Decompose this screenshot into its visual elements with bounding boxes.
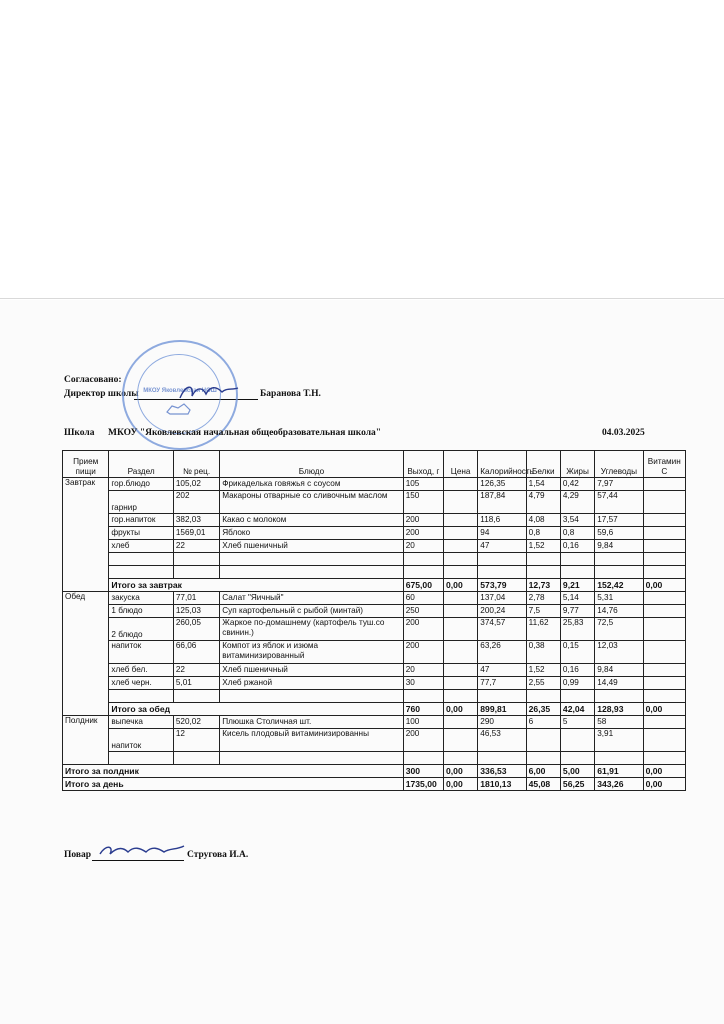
table-cell: выпечка	[109, 716, 174, 729]
table-cell	[444, 605, 478, 618]
meal-name: Полдник	[63, 716, 109, 729]
table-cell: 3,91	[595, 729, 643, 752]
table-cell: 12,73	[526, 579, 560, 592]
table-cell: гор.напиток	[109, 514, 174, 527]
table-cell: 1569,01	[173, 527, 219, 540]
table-cell: 14,76	[595, 605, 643, 618]
table-cell: хлеб	[109, 540, 174, 553]
cook-signature	[96, 840, 188, 862]
school-name: МКОУ "Яковлевская начальная общеобразовательная школа"	[108, 428, 382, 438]
page-fold-line	[0, 298, 724, 299]
total-label: Итого за обед	[109, 703, 403, 716]
meal-cell	[63, 514, 109, 527]
table-cell: гор.блюдо	[109, 478, 174, 491]
table-cell: 66,06	[173, 641, 219, 664]
table-cell: Плюшка Столичная шт.	[220, 716, 403, 729]
table-cell: 72,5	[595, 618, 643, 641]
director-label: Директор школы	[64, 389, 139, 399]
table-cell: 9,84	[595, 540, 643, 553]
lunch-total-row	[63, 703, 686, 716]
table-cell: Компот из яблок и изюма витаминизированный	[220, 641, 403, 664]
table-cell: 150	[403, 491, 443, 514]
meal-cell	[63, 605, 109, 618]
table-cell: 0,00	[643, 703, 685, 716]
total-label: Итого за завтрак	[109, 579, 403, 592]
table-cell: 1,52	[526, 540, 560, 553]
table-cell	[526, 729, 560, 752]
table-row-empty	[63, 752, 686, 765]
table-cell	[643, 491, 685, 514]
table-cell	[643, 514, 685, 527]
table-cell: 128,93	[595, 703, 643, 716]
table-cell: 200	[403, 618, 443, 641]
meal-cell	[63, 641, 109, 664]
table-cell	[643, 540, 685, 553]
table-cell: Хлеб пшеничный	[220, 540, 403, 553]
menu-table	[62, 450, 686, 791]
table-cell: 22	[173, 664, 219, 677]
table-cell: 59,6	[595, 527, 643, 540]
table-cell: 5	[560, 716, 594, 729]
table-cell: 105,02	[173, 478, 219, 491]
table-cell: 5,31	[595, 592, 643, 605]
meal-cell	[63, 540, 109, 553]
total-label: Итого за полдник	[63, 765, 404, 778]
table-cell: 1735,00	[403, 778, 443, 791]
table-cell: 7,97	[595, 478, 643, 491]
table-cell: напиток	[109, 641, 174, 664]
table-cell: 0,38	[526, 641, 560, 664]
table-row	[63, 618, 686, 641]
table-cell: Жаркое по-домашнему (картофель туш.со свинин.)	[220, 618, 403, 641]
column-header: Цена	[444, 451, 478, 478]
menu-date: 04.03.2025	[602, 428, 645, 438]
cook-name: Стругова И.А.	[187, 850, 249, 860]
table-cell: 2,55	[526, 677, 560, 690]
table-cell: 374,57	[478, 618, 526, 641]
table-cell: 152,42	[595, 579, 643, 592]
table-cell: 5,14	[560, 592, 594, 605]
table-cell: 46,53	[478, 729, 526, 752]
table-cell: 2,78	[526, 592, 560, 605]
table-cell: 0,99	[560, 677, 594, 690]
table-cell: 0,8	[526, 527, 560, 540]
meal-name: Обед	[63, 592, 109, 605]
table-cell: 57,44	[595, 491, 643, 514]
table-row	[63, 716, 686, 729]
meal-cell	[63, 618, 109, 641]
table-cell: 47	[478, 540, 526, 553]
table-cell: 9,21	[560, 579, 594, 592]
table-cell: 125,03	[173, 605, 219, 618]
column-header: Углеводы	[595, 451, 643, 478]
table-cell	[444, 641, 478, 664]
table-cell: 6,00	[526, 765, 560, 778]
table-cell: 17,57	[595, 514, 643, 527]
table-cell	[444, 677, 478, 690]
table-cell: 300	[403, 765, 443, 778]
table-cell	[444, 716, 478, 729]
table-cell: 126,35	[478, 478, 526, 491]
table-cell: 45,08	[526, 778, 560, 791]
table-cell	[643, 729, 685, 752]
table-cell	[444, 664, 478, 677]
table-cell: Хлеб пшеничный	[220, 664, 403, 677]
table-cell: 290	[478, 716, 526, 729]
column-header: Витамин С	[643, 451, 685, 478]
table-cell: 47	[478, 664, 526, 677]
table-cell	[560, 729, 594, 752]
table-cell: Салат "Яичный"	[220, 592, 403, 605]
table-cell: Макароны отварные со сливочным маслом	[220, 491, 403, 514]
breakfast-total-row	[63, 579, 686, 592]
table-cell: 0,00	[643, 579, 685, 592]
table-cell: 0,00	[444, 778, 478, 791]
table-cell: 260,05	[173, 618, 219, 641]
total-label: Итого за день	[63, 778, 404, 791]
meal-cell	[63, 729, 109, 752]
column-header: № рец.	[173, 451, 219, 478]
table-cell: Хлеб ржаной	[220, 677, 403, 690]
table-cell	[444, 478, 478, 491]
table-cell	[444, 540, 478, 553]
table-row	[63, 514, 686, 527]
meal-cell	[63, 677, 109, 690]
table-cell: гарнир	[109, 491, 174, 514]
table-cell: 5,01	[173, 677, 219, 690]
column-header: Жиры	[560, 451, 594, 478]
approved-label: Согласовано:	[64, 375, 122, 385]
table-cell: напиток	[109, 729, 174, 752]
table-cell: 137,04	[478, 592, 526, 605]
table-cell: 200,24	[478, 605, 526, 618]
table-cell: 100	[403, 716, 443, 729]
table-cell	[444, 491, 478, 514]
table-cell: 0,16	[560, 664, 594, 677]
table-cell	[643, 641, 685, 664]
table-cell: 30	[403, 677, 443, 690]
table-cell: 200	[403, 527, 443, 540]
table-cell: 63,26	[478, 641, 526, 664]
table-cell: 20	[403, 540, 443, 553]
meal-name: Завтрак	[63, 478, 109, 491]
table-cell	[643, 478, 685, 491]
table-cell: фрукты	[109, 527, 174, 540]
table-cell: 9,84	[595, 664, 643, 677]
table-cell	[643, 605, 685, 618]
table-cell: Фрикаделька говяжья с соусом	[220, 478, 403, 491]
column-header: Выход, г	[403, 451, 443, 478]
table-cell: 77,01	[173, 592, 219, 605]
table-cell: 61,91	[595, 765, 643, 778]
table-cell: 1 блюдо	[109, 605, 174, 618]
table-row	[63, 540, 686, 553]
table-row	[63, 478, 686, 491]
table-cell: Яблоко	[220, 527, 403, 540]
table-cell	[444, 514, 478, 527]
table-cell: 105	[403, 478, 443, 491]
table-cell	[643, 618, 685, 641]
table-cell: 0,8	[560, 527, 594, 540]
table-cell: 3,54	[560, 514, 594, 527]
table-cell: 0,00	[444, 765, 478, 778]
table-cell: 675,00	[403, 579, 443, 592]
meal-cell	[63, 527, 109, 540]
table-cell: 12	[173, 729, 219, 752]
table-cell: 77,7	[478, 677, 526, 690]
table-cell: 0,00	[444, 579, 478, 592]
director-signature	[176, 380, 246, 404]
table-row	[63, 592, 686, 605]
table-cell: 118,6	[478, 514, 526, 527]
table-cell	[444, 729, 478, 752]
table-row	[63, 491, 686, 514]
table-cell: 4,79	[526, 491, 560, 514]
table-cell: 336,53	[478, 765, 526, 778]
column-header: Блюдо	[220, 451, 403, 478]
table-cell: 0,00	[643, 778, 685, 791]
table-cell: 7,5	[526, 605, 560, 618]
table-cell: 9,77	[560, 605, 594, 618]
column-header: Белки	[526, 451, 560, 478]
table-cell	[444, 592, 478, 605]
table-cell: 2 блюдо	[109, 618, 174, 641]
table-cell: 6	[526, 716, 560, 729]
table-cell	[643, 716, 685, 729]
table-cell: 250	[403, 605, 443, 618]
table-cell: 760	[403, 703, 443, 716]
table-cell: хлеб черн.	[109, 677, 174, 690]
table-cell: 56,25	[560, 778, 594, 791]
table-cell: 1810,13	[478, 778, 526, 791]
table-row-empty	[63, 553, 686, 566]
table-cell: 1,54	[526, 478, 560, 491]
table-row-empty	[63, 566, 686, 579]
table-cell: закуска	[109, 592, 174, 605]
table-cell: 26,35	[526, 703, 560, 716]
table-cell: хлеб бел.	[109, 664, 174, 677]
table-cell: 4,29	[560, 491, 594, 514]
table-header-row	[63, 451, 686, 478]
column-header: Калорийность	[478, 451, 526, 478]
table-cell: 14,49	[595, 677, 643, 690]
table-row	[63, 677, 686, 690]
table-cell: 187,84	[478, 491, 526, 514]
table-cell: 12,03	[595, 641, 643, 664]
table-cell: 42,04	[560, 703, 594, 716]
table-cell: 5,00	[560, 765, 594, 778]
meal-cell	[63, 664, 109, 677]
column-header: Прием пищи	[63, 451, 109, 478]
table-cell	[643, 677, 685, 690]
table-cell: 94	[478, 527, 526, 540]
table-cell: 11,62	[526, 618, 560, 641]
table-cell: 20	[403, 664, 443, 677]
table-cell: 22	[173, 540, 219, 553]
table-row	[63, 641, 686, 664]
table-cell: 343,26	[595, 778, 643, 791]
table-row	[63, 527, 686, 540]
table-cell: 60	[403, 592, 443, 605]
table-cell: Суп картофельный с рыбой (минтай)	[220, 605, 403, 618]
table-cell: 520,02	[173, 716, 219, 729]
table-cell: 58	[595, 716, 643, 729]
table-row	[63, 729, 686, 752]
table-cell	[643, 592, 685, 605]
table-row-empty	[63, 690, 686, 703]
table-cell: 382,03	[173, 514, 219, 527]
table-row	[63, 664, 686, 677]
table-cell: 0,15	[560, 641, 594, 664]
table-cell	[444, 618, 478, 641]
table-row	[63, 605, 686, 618]
table-cell	[643, 527, 685, 540]
table-cell: 573,79	[478, 579, 526, 592]
school-label: Школа	[64, 428, 95, 438]
cook-label: Повар	[64, 850, 92, 860]
column-header: Раздел	[109, 451, 174, 478]
table-cell: 4,08	[526, 514, 560, 527]
stamp-text: МКОУ Яковлевская НОШ	[143, 388, 217, 394]
table-cell: Какао с молоком	[220, 514, 403, 527]
table-cell: 0,00	[444, 703, 478, 716]
table-cell: 200	[403, 729, 443, 752]
meal-cell	[63, 579, 109, 592]
table-cell: 200	[403, 641, 443, 664]
table-cell	[444, 527, 478, 540]
table-cell: 202	[173, 491, 219, 514]
table-cell: 200	[403, 514, 443, 527]
table-cell: 0,00	[643, 765, 685, 778]
day-total-row	[63, 778, 686, 791]
meal-cell	[63, 491, 109, 514]
table-cell: Кисель плодовый витаминизированны	[220, 729, 403, 752]
meal-cell	[63, 703, 109, 716]
table-cell: 25,83	[560, 618, 594, 641]
table-cell: 0,16	[560, 540, 594, 553]
director-name: Баранова Т.Н.	[260, 389, 321, 399]
table-cell: 1,52	[526, 664, 560, 677]
table-cell	[643, 664, 685, 677]
table-cell: 0,42	[560, 478, 594, 491]
snack-total-row	[63, 765, 686, 778]
table-cell: 899,81	[478, 703, 526, 716]
